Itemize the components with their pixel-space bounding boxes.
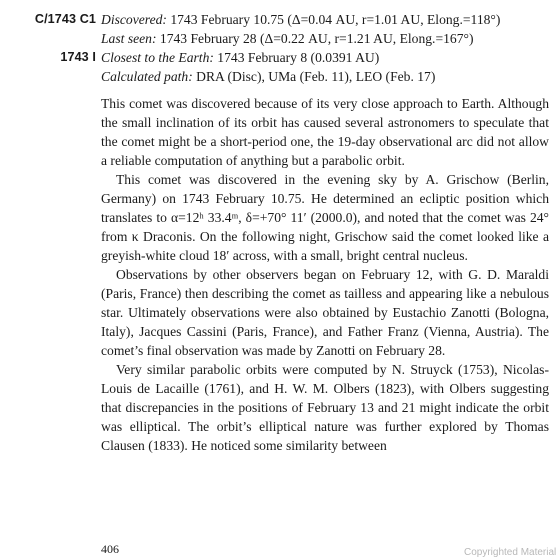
closest-value: 1743 February 8 (0.0391 AU) (213, 50, 380, 65)
header-row-last-seen (0, 29, 560, 48)
comet-header (0, 10, 560, 86)
header-row-closest (0, 48, 560, 67)
last-seen-line (101, 29, 473, 48)
closest-line (101, 48, 379, 67)
paragraph-2: This comet was discovered in the evening sky by A. Grischow (Berlin, Germany) on 1743 February 10.75. He determined an ecliptic position which translates to α=12ʰ 33.4ᵐ, δ=+70° 11′ (2000.0), and noted that the comet was 24° from κ Draconis. On the following night, Grischow said the comet looked like a greyish-white cloud 18′ across, with a small, bright central nucleus. (101, 172, 549, 263)
paragraph-3: Observations by other observers began on February 12, with G. D. Maraldi (Paris, France) then describing the comet as tailless and appearing like a nebulous star. Ultimately observations were also obtained by Eustachio Zanotti (Bologna, Italy), Jacques Cassini (Paris, France), and Father Franz (Vienna, Austria). The comet’s final observation was made by Zanotti on February 28. (101, 267, 549, 358)
discovered-value: 1743 February 10.75 (Δ=0.04 AU, r=1.01 AU, Elong.=118°) (166, 12, 501, 27)
discovered-line (101, 10, 500, 29)
copyright-watermark (464, 547, 557, 559)
discovered-label: Discovered: (101, 12, 167, 27)
last-seen-value: 1743 February 28 (Δ=0.22 AU, r=1.21 AU, Elong.=167°) (156, 31, 474, 46)
path-label: Calculated path: (101, 69, 193, 84)
last-seen-label: Last seen: (101, 31, 157, 46)
path-value: DRA (Disc), UMa (Feb. 11), LEO (Feb. 17) (192, 69, 436, 84)
page-number: 406 (101, 542, 119, 556)
comet-old-designation: 1743 I (60, 50, 96, 64)
comet-description (101, 94, 549, 455)
paragraph-4: Very similar parabolic orbits were computed by N. Struyck (1753), Nicolas-Louis de Lacaille (1761), and H. W. M. Olbers (1823), with Olbers suggesting that discrepancies in the positions of February 13 and 21 might indicate the orbit was elliptical. The orbit’s elliptical nature was further explored by Thomas Clausen (1833). He noticed some similarity between (101, 362, 549, 453)
paragraph-1: This comet was discovered because of its very close approach to Earth. Although the small inclination of its orbit has caused several astronomers to speculate that the comet might be a short-period one, the 19-day observational arc did not allow a reliable computation of anything but a parabolic orbit. (101, 96, 549, 168)
header-row-discovered (0, 10, 560, 29)
closest-label: Closest to the Earth: (101, 50, 214, 65)
header-row-path (0, 67, 560, 86)
comet-designation: C/1743 C1 (34, 12, 96, 26)
path-line (101, 67, 435, 86)
watermark-text: Copyrighted Material (464, 547, 557, 558)
